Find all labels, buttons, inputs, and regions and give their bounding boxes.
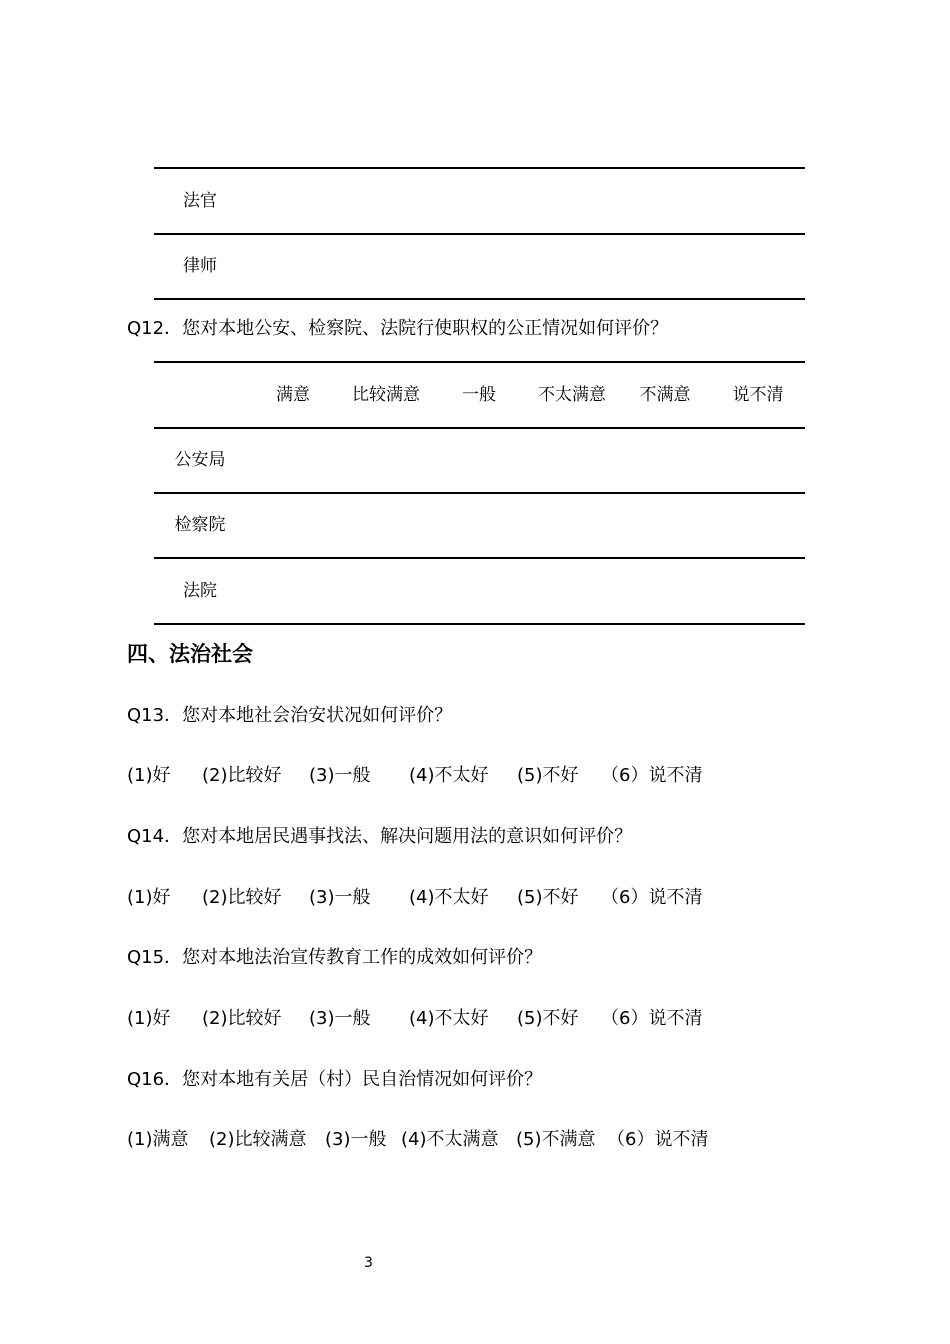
option: (2)比较好 [202, 1008, 282, 1029]
option: (4)不太好 [409, 765, 489, 786]
option: (3)一般 [309, 1008, 371, 1029]
option: (5)不好 [517, 765, 579, 786]
option: (1)好 [127, 1008, 171, 1029]
option: (1)满意 [127, 1129, 189, 1150]
q12-col-header: 满意 [276, 385, 310, 405]
option: (4)不太好 [409, 887, 489, 908]
table1-row-label: 律师 [183, 256, 217, 276]
q12-row-label: 检察院 [174, 515, 226, 535]
option: (4)不太满意 [401, 1129, 499, 1150]
table1-bottom-rule [154, 298, 805, 300]
option: （6）说不清 [601, 765, 703, 786]
q12-question: Q12．您对本地公安、检察院、法院行使职权的公正情况如何评价？ [127, 318, 669, 339]
option: （6）说不清 [607, 1129, 709, 1150]
option: (5)不好 [517, 887, 579, 908]
option: (1)好 [127, 887, 171, 908]
q13-question: Q13．您对本地社会治安状况如何评价？ [127, 705, 453, 726]
page-number: 3 [364, 1255, 373, 1271]
q12-row-label: 公安局 [174, 450, 226, 470]
option: (1)好 [127, 765, 171, 786]
option: (3)一般 [309, 765, 371, 786]
option: (2)比较满意 [209, 1129, 307, 1150]
option: (5)不好 [517, 1008, 579, 1029]
q12-col-header: 说不清 [732, 385, 784, 405]
option: (2)比较好 [202, 887, 282, 908]
q12-col-header: 一般 [462, 385, 496, 405]
table1-top-rule [154, 167, 805, 169]
q12-table-rule [154, 557, 805, 559]
q12-table-top-rule [154, 361, 805, 363]
table1-rule [154, 233, 805, 235]
table1-row-label: 法官 [183, 191, 217, 211]
option: （6）说不清 [601, 887, 703, 908]
q12-col-header: 比较满意 [352, 385, 420, 405]
option: (4)不太好 [409, 1008, 489, 1029]
option: (3)一般 [309, 887, 371, 908]
q16-question: Q16．您对本地有关居（村）民自治情况如何评价？ [127, 1069, 543, 1090]
option: (3)一般 [325, 1129, 387, 1150]
q12-table-rule [154, 427, 805, 429]
q12-table-bottom-rule [154, 623, 805, 625]
q12-col-header: 不满意 [639, 385, 691, 405]
q15-question: Q15．您对本地法治宣传教育工作的成效如何评价？ [127, 947, 543, 968]
q12-row-label: 法院 [183, 581, 217, 601]
q12-col-header: 不太满意 [538, 385, 606, 405]
option: （6）说不清 [601, 1008, 703, 1029]
section-heading: 四、法治社会 [127, 642, 253, 666]
q12-table-rule [154, 492, 805, 494]
option: (5)不满意 [516, 1129, 596, 1150]
q14-question: Q14．您对本地居民遇事找法、解决问题用法的意识如何评价？ [127, 826, 633, 847]
option: (2)比较好 [202, 765, 282, 786]
